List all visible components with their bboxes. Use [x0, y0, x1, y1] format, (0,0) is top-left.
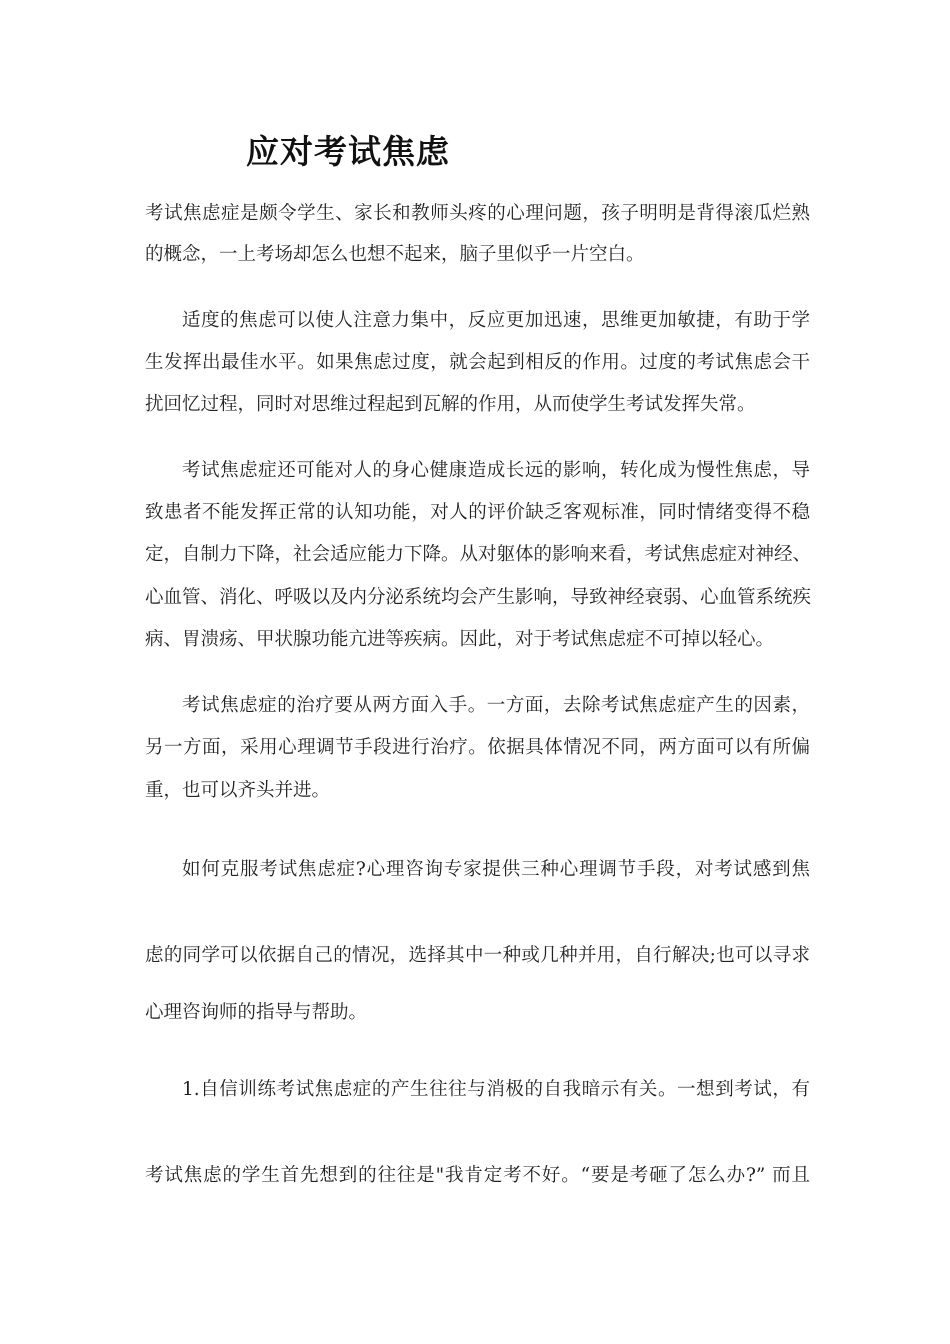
paragraph-line: 虑的同学可以依据自己的情况，选择其中一种或几种并用，自行解决;也可以寻求 — [145, 945, 810, 966]
paragraph-line: 生发挥出最佳水平。如果焦虑过度，就会起到相反的作用。过度的考试焦虑会干 — [145, 352, 810, 373]
paragraph-line: 心理咨询师的指导与帮助。 — [145, 1002, 368, 1023]
paragraph-line: 考试焦虑症是颇令学生、家长和教师头疼的心理问题，孩子明明是背得滚瓜烂熟 — [145, 203, 810, 224]
paragraph-line: 考试焦虑的学生首先想到的往往是"我肯定考不好。“要是考砸了怎么办?” 而且 — [145, 1165, 810, 1186]
paragraph-line: 定，自制力下降，社会适应能力下降。从对躯体的影响来看，考试焦虑症对神经、 — [145, 544, 812, 565]
paragraph-line: 考试焦虑症还可能对人的身心健康造成长远的影响，转化成为慢性焦虑，导 — [182, 460, 810, 481]
paragraph-line: 心血管、消化、呼吸以及内分泌系统均会产生影响，导致神经衰弱、心血管系统疾 — [145, 587, 812, 608]
paragraph-line: 如何克服考试焦虑症?心理咨询专家提供三种心理调节手段，对考试感到焦 — [182, 859, 810, 880]
paragraph-line: 的概念，一上考场却怎么也想不起来，脑子里似乎一片空白。 — [145, 244, 645, 265]
paragraph-line: 病、胃溃疡、甲状腺功能亢进等疾病。因此，对于考试焦虑症不可掉以轻心。 — [145, 629, 775, 650]
paragraph-line: 另一方面，采用心理调节手段进行治疗。依据具体情况不同，两方面可以有所偏 — [145, 737, 810, 758]
paragraph-line: 扰回忆过程，同时对思维过程起到瓦解的作用，从而使学生考试发挥失常。 — [145, 394, 756, 415]
document-title: 应对考试焦虑 — [246, 132, 450, 171]
paragraph-line: 重，也可以齐头并进。 — [145, 780, 331, 801]
paragraph-line: 1.自信训练考试焦虑症的产生往往与消极的自我暗示有关。一想到考试，有 — [182, 1079, 810, 1100]
paragraph-line: 致患者不能发挥正常的认知功能，对人的评价缺乏客观标准，同时情绪变得不稳 — [145, 502, 810, 523]
paragraph-line: 考试焦虑症的治疗要从两方面入手。一方面，去除考试焦虑症产生的因素， — [182, 695, 810, 716]
paragraph-line: 适度的焦虑可以使人注意力集中，反应更加迅速，思维更加敏捷，有助于学 — [182, 310, 810, 331]
